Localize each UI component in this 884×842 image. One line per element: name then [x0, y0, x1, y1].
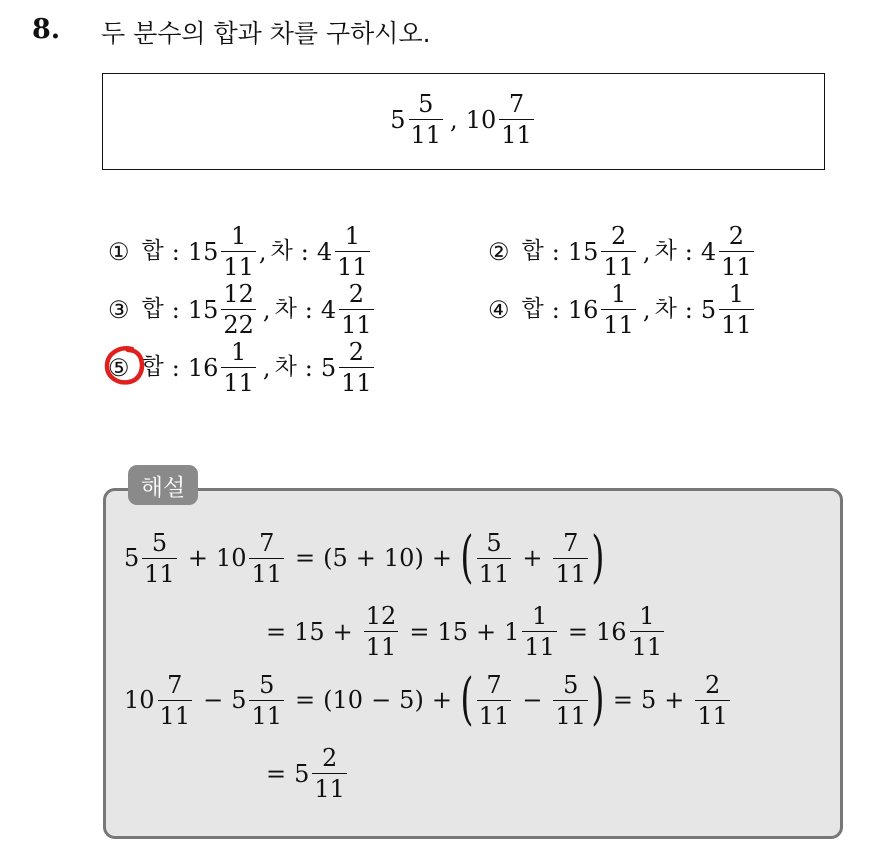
diff-label: 차: [270, 238, 293, 264]
fraction: [630, 604, 665, 659]
sum-whole: 15: [567, 237, 599, 266]
fraction: [522, 604, 557, 659]
plus: +: [431, 544, 452, 572]
given-box: [102, 73, 825, 170]
option-3[interactable]: [108, 282, 377, 337]
value: 5: [399, 686, 415, 714]
plus: +: [332, 617, 353, 646]
denominator: 11: [337, 253, 368, 281]
option-symbol: ③: [108, 295, 130, 324]
sum-fraction: [601, 282, 636, 337]
minus: −: [371, 686, 392, 714]
equals: =: [567, 617, 589, 646]
option-symbol: ①: [108, 237, 130, 266]
fraction: [695, 670, 730, 730]
denominator: 11: [223, 369, 254, 397]
diff-fraction: [339, 340, 374, 395]
denominator: 11: [341, 369, 372, 397]
numerator: 5: [151, 528, 168, 557]
denominator: 11: [251, 701, 283, 730]
denominator: 11: [501, 121, 532, 149]
diff-label: 차: [654, 296, 677, 322]
option-2[interactable]: [488, 224, 757, 279]
solution-line-4: [266, 746, 350, 801]
denominator: 11: [478, 559, 510, 588]
numerator: 7: [508, 90, 525, 118]
numerator: 1: [611, 280, 627, 308]
diff-whole: 5: [700, 295, 717, 324]
numerator: 1: [231, 338, 247, 366]
solution-line-3: [124, 667, 733, 732]
equals: =: [266, 617, 287, 646]
whole: 5: [124, 544, 140, 572]
question-text: 두 분수의 합과 차를 구하시오.: [101, 19, 431, 48]
denominator: 11: [410, 121, 442, 149]
lparen: (: [323, 544, 333, 572]
fraction: [553, 528, 588, 588]
sum-label: 합: [141, 296, 164, 322]
denominator: 11: [603, 311, 634, 339]
sum-whole: 16: [567, 295, 599, 324]
option-4[interactable]: [488, 282, 757, 337]
option-symbol: ⑤: [108, 353, 130, 382]
diff-whole: 5: [320, 353, 337, 382]
sum-whole: 15: [187, 295, 219, 324]
fraction: [249, 670, 284, 730]
answer-mark-stroke: [107, 348, 142, 382]
numerator: 7: [259, 528, 275, 557]
whole: 1: [504, 617, 520, 646]
sum-fraction: [601, 224, 636, 279]
diff-label: 차: [274, 296, 297, 322]
equals: =: [612, 686, 633, 714]
fraction: [158, 670, 193, 730]
whole: 16: [596, 617, 627, 646]
denominator: 11: [314, 775, 345, 803]
comma: ,: [642, 295, 651, 324]
denominator: 11: [524, 633, 555, 661]
denominator: 11: [697, 701, 728, 730]
denominator: 11: [251, 559, 283, 588]
denominator: 11: [603, 253, 634, 281]
colon: :: [304, 295, 313, 324]
option-symbol: ②: [488, 237, 510, 266]
option-symbol: ④: [488, 295, 510, 324]
big-rparen: ): [591, 525, 605, 590]
plus: +: [431, 686, 452, 714]
fraction: [142, 528, 177, 588]
value: 15: [437, 617, 468, 646]
denominator: 11: [555, 559, 586, 588]
sum-label: 합: [141, 238, 164, 264]
denominator: 11: [365, 633, 397, 661]
denominator: 11: [631, 633, 663, 661]
numerator: 5: [563, 670, 579, 699]
colon: :: [171, 237, 180, 266]
numerator: 5: [418, 90, 434, 118]
comma: ,: [262, 353, 271, 382]
colon: :: [551, 237, 560, 266]
fraction: [312, 746, 347, 801]
numerator: 1: [531, 602, 548, 630]
sum-fraction: [221, 282, 256, 337]
numerator: 1: [639, 602, 655, 630]
comma: ,: [258, 237, 267, 266]
sum-label: 합: [521, 238, 544, 264]
solution-title: 해설: [128, 465, 198, 505]
given-second-whole: 10: [465, 105, 497, 134]
colon: :: [171, 295, 180, 324]
plus: +: [475, 617, 497, 646]
diff-label: 차: [654, 238, 677, 264]
diff-whole: 4: [316, 237, 333, 266]
colon: :: [551, 295, 560, 324]
big-lparen: (: [460, 525, 474, 590]
minus: −: [203, 686, 224, 714]
comma: ,: [262, 295, 271, 324]
rparen: ): [414, 686, 424, 714]
fraction: [249, 528, 284, 588]
numerator: 2: [611, 222, 627, 250]
sum-label: 합: [521, 296, 544, 322]
whole: 10: [124, 686, 155, 714]
given-first-fraction: [409, 92, 444, 147]
given-fractions: [103, 92, 824, 147]
value: 5: [332, 544, 348, 572]
option-5[interactable]: [108, 340, 377, 395]
numerator: 7: [563, 528, 579, 557]
colon: :: [684, 237, 693, 266]
sum-whole: 15: [187, 237, 219, 266]
sum-label: 합: [141, 354, 164, 380]
plus: +: [187, 544, 208, 572]
given-first-whole: 5: [390, 105, 406, 134]
numerator: 2: [704, 670, 721, 699]
denominator: 11: [223, 253, 254, 281]
numerator: 5: [486, 528, 502, 557]
equals: =: [295, 686, 316, 714]
sum-whole: 16: [187, 353, 219, 382]
comma: ,: [642, 237, 651, 266]
value: 15: [294, 617, 325, 646]
equals: =: [409, 617, 430, 646]
fraction: [364, 604, 399, 659]
equals: =: [266, 759, 287, 788]
sum-fraction: [221, 340, 256, 395]
value: 10: [383, 544, 415, 572]
denominator: 11: [341, 311, 372, 339]
whole: 5: [294, 759, 310, 788]
lparen: (: [323, 686, 333, 714]
minus: −: [522, 686, 543, 714]
numerator: 2: [348, 338, 365, 366]
fraction: [553, 670, 588, 730]
numerator: 2: [348, 280, 365, 308]
denominator: 11: [721, 253, 752, 281]
fraction: [477, 670, 512, 730]
sum-fraction: [221, 224, 256, 279]
diff-fraction: [719, 282, 754, 337]
numerator: 7: [167, 670, 183, 699]
colon: :: [684, 295, 693, 324]
denominator: 11: [721, 311, 752, 339]
denominator: 11: [144, 559, 175, 588]
given-separator: ,: [450, 105, 458, 134]
whole: 5: [231, 686, 247, 714]
numerator: 2: [728, 222, 745, 250]
plus: +: [355, 544, 376, 572]
numerator: 12: [223, 280, 254, 308]
option-1[interactable]: [108, 224, 373, 279]
fraction: [477, 528, 512, 588]
diff-fraction: [335, 224, 370, 279]
value: 5: [640, 686, 657, 714]
numerator: 1: [728, 280, 745, 308]
whole: 10: [215, 544, 247, 572]
big-rparen: ): [591, 667, 605, 732]
plus: +: [664, 686, 685, 714]
diff-fraction: [339, 282, 374, 337]
numerator: 2: [322, 744, 338, 772]
rparen: ): [414, 544, 424, 572]
plus: +: [522, 544, 543, 572]
denominator: 11: [478, 701, 510, 730]
diff-fraction: [719, 224, 754, 279]
numerator: 5: [259, 670, 275, 699]
colon: :: [304, 353, 313, 382]
denominator: 11: [555, 701, 586, 730]
colon: :: [171, 353, 180, 382]
diff-whole: 4: [700, 237, 717, 266]
numerator: 12: [365, 602, 397, 630]
denominator: 11: [159, 701, 191, 730]
numerator: 1: [231, 222, 247, 250]
value: 10: [332, 686, 364, 714]
colon: :: [300, 237, 309, 266]
numerator: 7: [486, 670, 502, 699]
big-lparen: (: [460, 667, 474, 732]
numerator: 1: [344, 222, 361, 250]
denominator: 22: [223, 311, 254, 339]
solution-line-2: [266, 604, 667, 659]
solution-line-1: [124, 525, 605, 590]
equals: =: [295, 544, 316, 572]
answer-mark-icon: [102, 343, 146, 387]
diff-whole: 4: [320, 295, 337, 324]
question-number: 8.: [32, 14, 61, 45]
given-second-fraction: [499, 92, 534, 147]
diff-label: 차: [274, 354, 297, 380]
